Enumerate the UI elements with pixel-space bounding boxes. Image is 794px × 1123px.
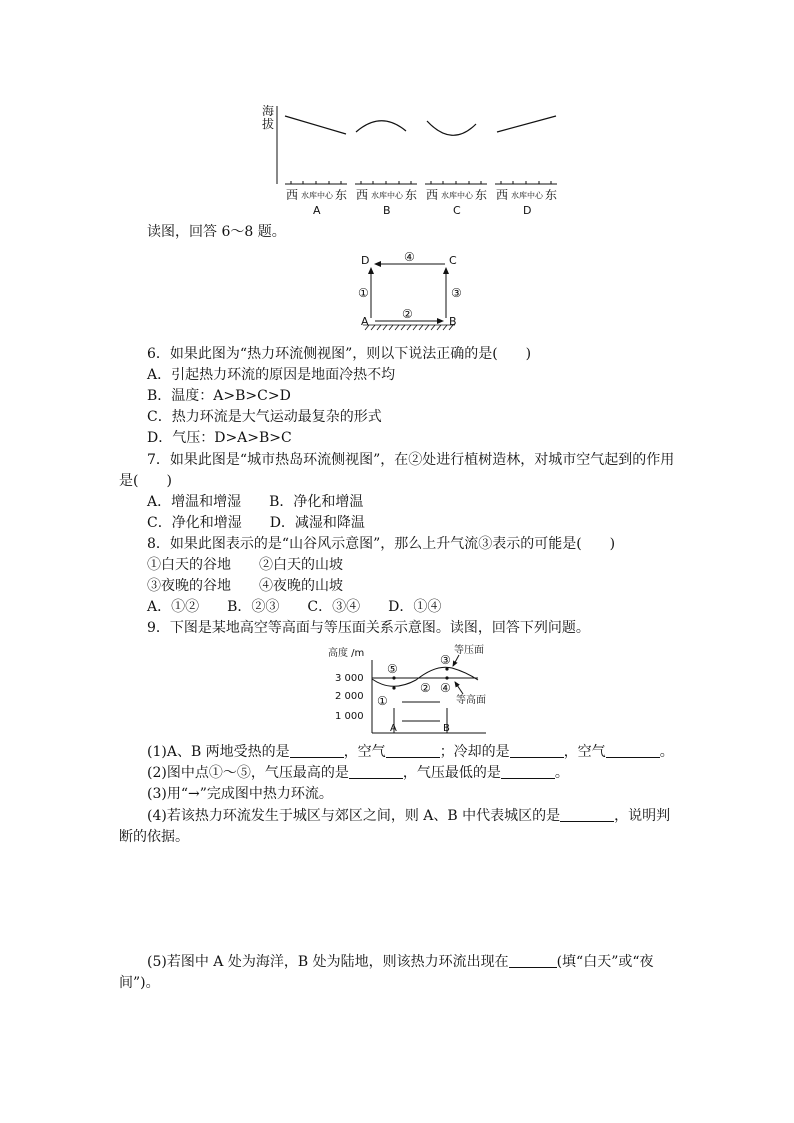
panel-axis-c bbox=[425, 181, 487, 184]
q6-option-d: D．气压：D>A>B>C bbox=[147, 430, 292, 446]
q8-choices-row2: ③夜晚的谷地 ④夜晚的山坡 bbox=[147, 578, 343, 594]
q7-options-row1: A．增温和增湿 B．净化和增温 bbox=[147, 494, 364, 510]
q9-sub5-blank[interactable] bbox=[509, 953, 557, 968]
profile-c-line bbox=[427, 121, 476, 135]
panel-d-east: 东 bbox=[545, 188, 558, 202]
arrow-4-label: ④ bbox=[404, 250, 415, 264]
q9-sub1-blank-1[interactable] bbox=[290, 743, 344, 758]
q9-sub4-line2: 断的依据。 bbox=[119, 829, 189, 845]
point-1-label: ① bbox=[377, 694, 388, 708]
q9-sub4-blank[interactable] bbox=[560, 807, 614, 822]
panel-c-center: 水库中心 bbox=[441, 191, 473, 200]
panel-axis-d bbox=[495, 181, 557, 184]
q9-sub1-text-d: ，空气 bbox=[563, 744, 606, 760]
q9-sub4-text-b: ，说明判 bbox=[614, 808, 671, 824]
isobar-pointer bbox=[453, 655, 459, 666]
q6-option-a: A．引起热力环流的原因是地面冷热不均 bbox=[147, 367, 396, 383]
point-5-dot bbox=[392, 676, 395, 679]
corner-a: A bbox=[361, 315, 369, 328]
point-4-label: ④ bbox=[440, 681, 451, 695]
profile-a-line bbox=[285, 116, 346, 134]
panel-a-center: 水库中心 bbox=[301, 191, 333, 200]
intro-text: 读图，回答 6～8 题。 bbox=[147, 224, 286, 240]
q8-stem: 8．如果此图表示的是“山谷风示意图”，那么上升气流③表示的可能是( ) bbox=[147, 536, 616, 552]
q9-sub2-blank-2[interactable] bbox=[501, 764, 555, 779]
q6-option-c: C．热力环流是大气运动最复杂的形式 bbox=[147, 409, 382, 425]
q9-sub2-text-b: ，气压最低的是 bbox=[402, 765, 501, 781]
corner-d: D bbox=[361, 254, 370, 267]
panel-b-center: 水库中心 bbox=[371, 191, 403, 200]
q9-sub2 bbox=[147, 763, 569, 783]
location-a: A bbox=[390, 723, 397, 734]
isobar-label: 等压面 bbox=[454, 645, 484, 656]
arrow-3-label: ③ bbox=[451, 286, 462, 300]
arrow-1-label: ① bbox=[358, 286, 369, 300]
corner-c: C bbox=[449, 254, 457, 267]
arrow-2-label: ② bbox=[402, 307, 413, 321]
q9-sub2-blank-1[interactable] bbox=[349, 764, 403, 779]
panel-d-west: 西 bbox=[496, 188, 509, 202]
tick-3000: 3 000 bbox=[335, 673, 364, 684]
q9-sub5-line1 bbox=[147, 952, 654, 972]
point-3-dot bbox=[445, 667, 448, 670]
q9-sub5-line2: 间”)。 bbox=[119, 975, 160, 991]
q9-sub2-text-a: (2)图中点①～⑤，气压最高的是 bbox=[147, 765, 349, 781]
panel-a-letter: A bbox=[313, 204, 321, 217]
q9-sub4-text-a: (4)若该热力环流发生于城区与郊区之间，则 A、B 中代表城区的是 bbox=[147, 808, 561, 824]
y-axis-label-ba: 拔 bbox=[262, 117, 275, 131]
location-b: B bbox=[443, 723, 450, 734]
q9-sub1-blank-2[interactable] bbox=[386, 743, 440, 758]
panel-b-west: 西 bbox=[356, 188, 369, 202]
isoheight-label: 等高面 bbox=[456, 695, 486, 706]
q9-sub1-text-c: ；冷却的是 bbox=[439, 744, 510, 760]
panel-d-letter: D bbox=[523, 204, 532, 217]
q8-choices-row1: ①白天的谷地 ②白天的山坡 bbox=[147, 557, 343, 573]
panel-axis-b bbox=[355, 181, 417, 184]
panel-b-east: 东 bbox=[405, 188, 418, 202]
point-1-dot bbox=[392, 686, 395, 689]
q9-sub5-text-a: (5)若图中 A 处为海洋，B 处为陆地，则该热力环流出现在 bbox=[147, 954, 509, 970]
q7-options-row2: C．净化和增湿 D．减湿和降温 bbox=[147, 515, 365, 531]
panel-c-letter: C bbox=[453, 204, 461, 217]
panel-c-east: 东 bbox=[475, 188, 488, 202]
q9-sub1-blank-3[interactable] bbox=[510, 743, 564, 758]
panel-b-letter: B bbox=[383, 204, 391, 217]
q9-sub1 bbox=[147, 742, 674, 762]
point-5-label: ⑤ bbox=[387, 662, 398, 676]
q9-sub1-blank-4[interactable] bbox=[606, 743, 660, 758]
q9-stem: 9．下图是某地高空等高面与等压面关系示意图。读图，回答下列问题。 bbox=[147, 620, 590, 636]
q9-sub1-text-a: (1)A、B 两地受热的是 bbox=[147, 744, 290, 760]
point-4-dot bbox=[445, 676, 448, 679]
panel-c-west: 西 bbox=[426, 188, 439, 202]
profile-d-line bbox=[497, 116, 556, 132]
point-2-label: ② bbox=[420, 681, 431, 695]
q9-sub1-text-e: 。 bbox=[659, 744, 674, 760]
panel-d-center: 水库中心 bbox=[511, 191, 543, 200]
y-axis-label-hai: 海 bbox=[262, 104, 275, 118]
tick-1000: 1 000 bbox=[335, 711, 364, 722]
isobar-diagram bbox=[326, 642, 504, 736]
q6-stem: 6．如果此图为“热力环流侧视图”，则以下说法正确的是( ) bbox=[147, 346, 532, 362]
reservoir-profile-figure bbox=[255, 98, 575, 220]
point-3-label: ③ bbox=[440, 653, 451, 667]
q7-stem-line1: 7．如果此图是“城市热岛环流侧视图”，在②处进行植树造林，对城市空气起到的作用 bbox=[147, 452, 675, 468]
ground-hatching bbox=[363, 325, 455, 330]
corner-b: B bbox=[449, 315, 457, 328]
tick-2000: 2 000 bbox=[335, 691, 364, 702]
q9-sub2-text-c: 。 bbox=[554, 765, 569, 781]
q6-option-b: B．温度：A>B>C>D bbox=[147, 388, 291, 404]
panel-a-east: 东 bbox=[335, 188, 348, 202]
q9-sub4-line1 bbox=[147, 806, 670, 826]
q9-sub1-text-b: ，空气 bbox=[343, 744, 386, 760]
profile-b-line bbox=[356, 121, 406, 132]
isoheight-pointer bbox=[455, 682, 463, 694]
circulation-diagram bbox=[355, 248, 470, 334]
panel-axis-a bbox=[285, 181, 347, 184]
height-axis-label: 高度 /m bbox=[328, 648, 365, 659]
q8-options: A．①② B．②③ C．③④ D．①④ bbox=[147, 599, 442, 615]
panel-a-west: 西 bbox=[286, 188, 299, 202]
q7-stem-line2: 是( ) bbox=[119, 473, 172, 489]
q9-sub5-text-b: (填“白天”或“夜 bbox=[556, 954, 654, 970]
q9-sub3: (3)用“→”完成图中热力环流。 bbox=[147, 786, 333, 802]
